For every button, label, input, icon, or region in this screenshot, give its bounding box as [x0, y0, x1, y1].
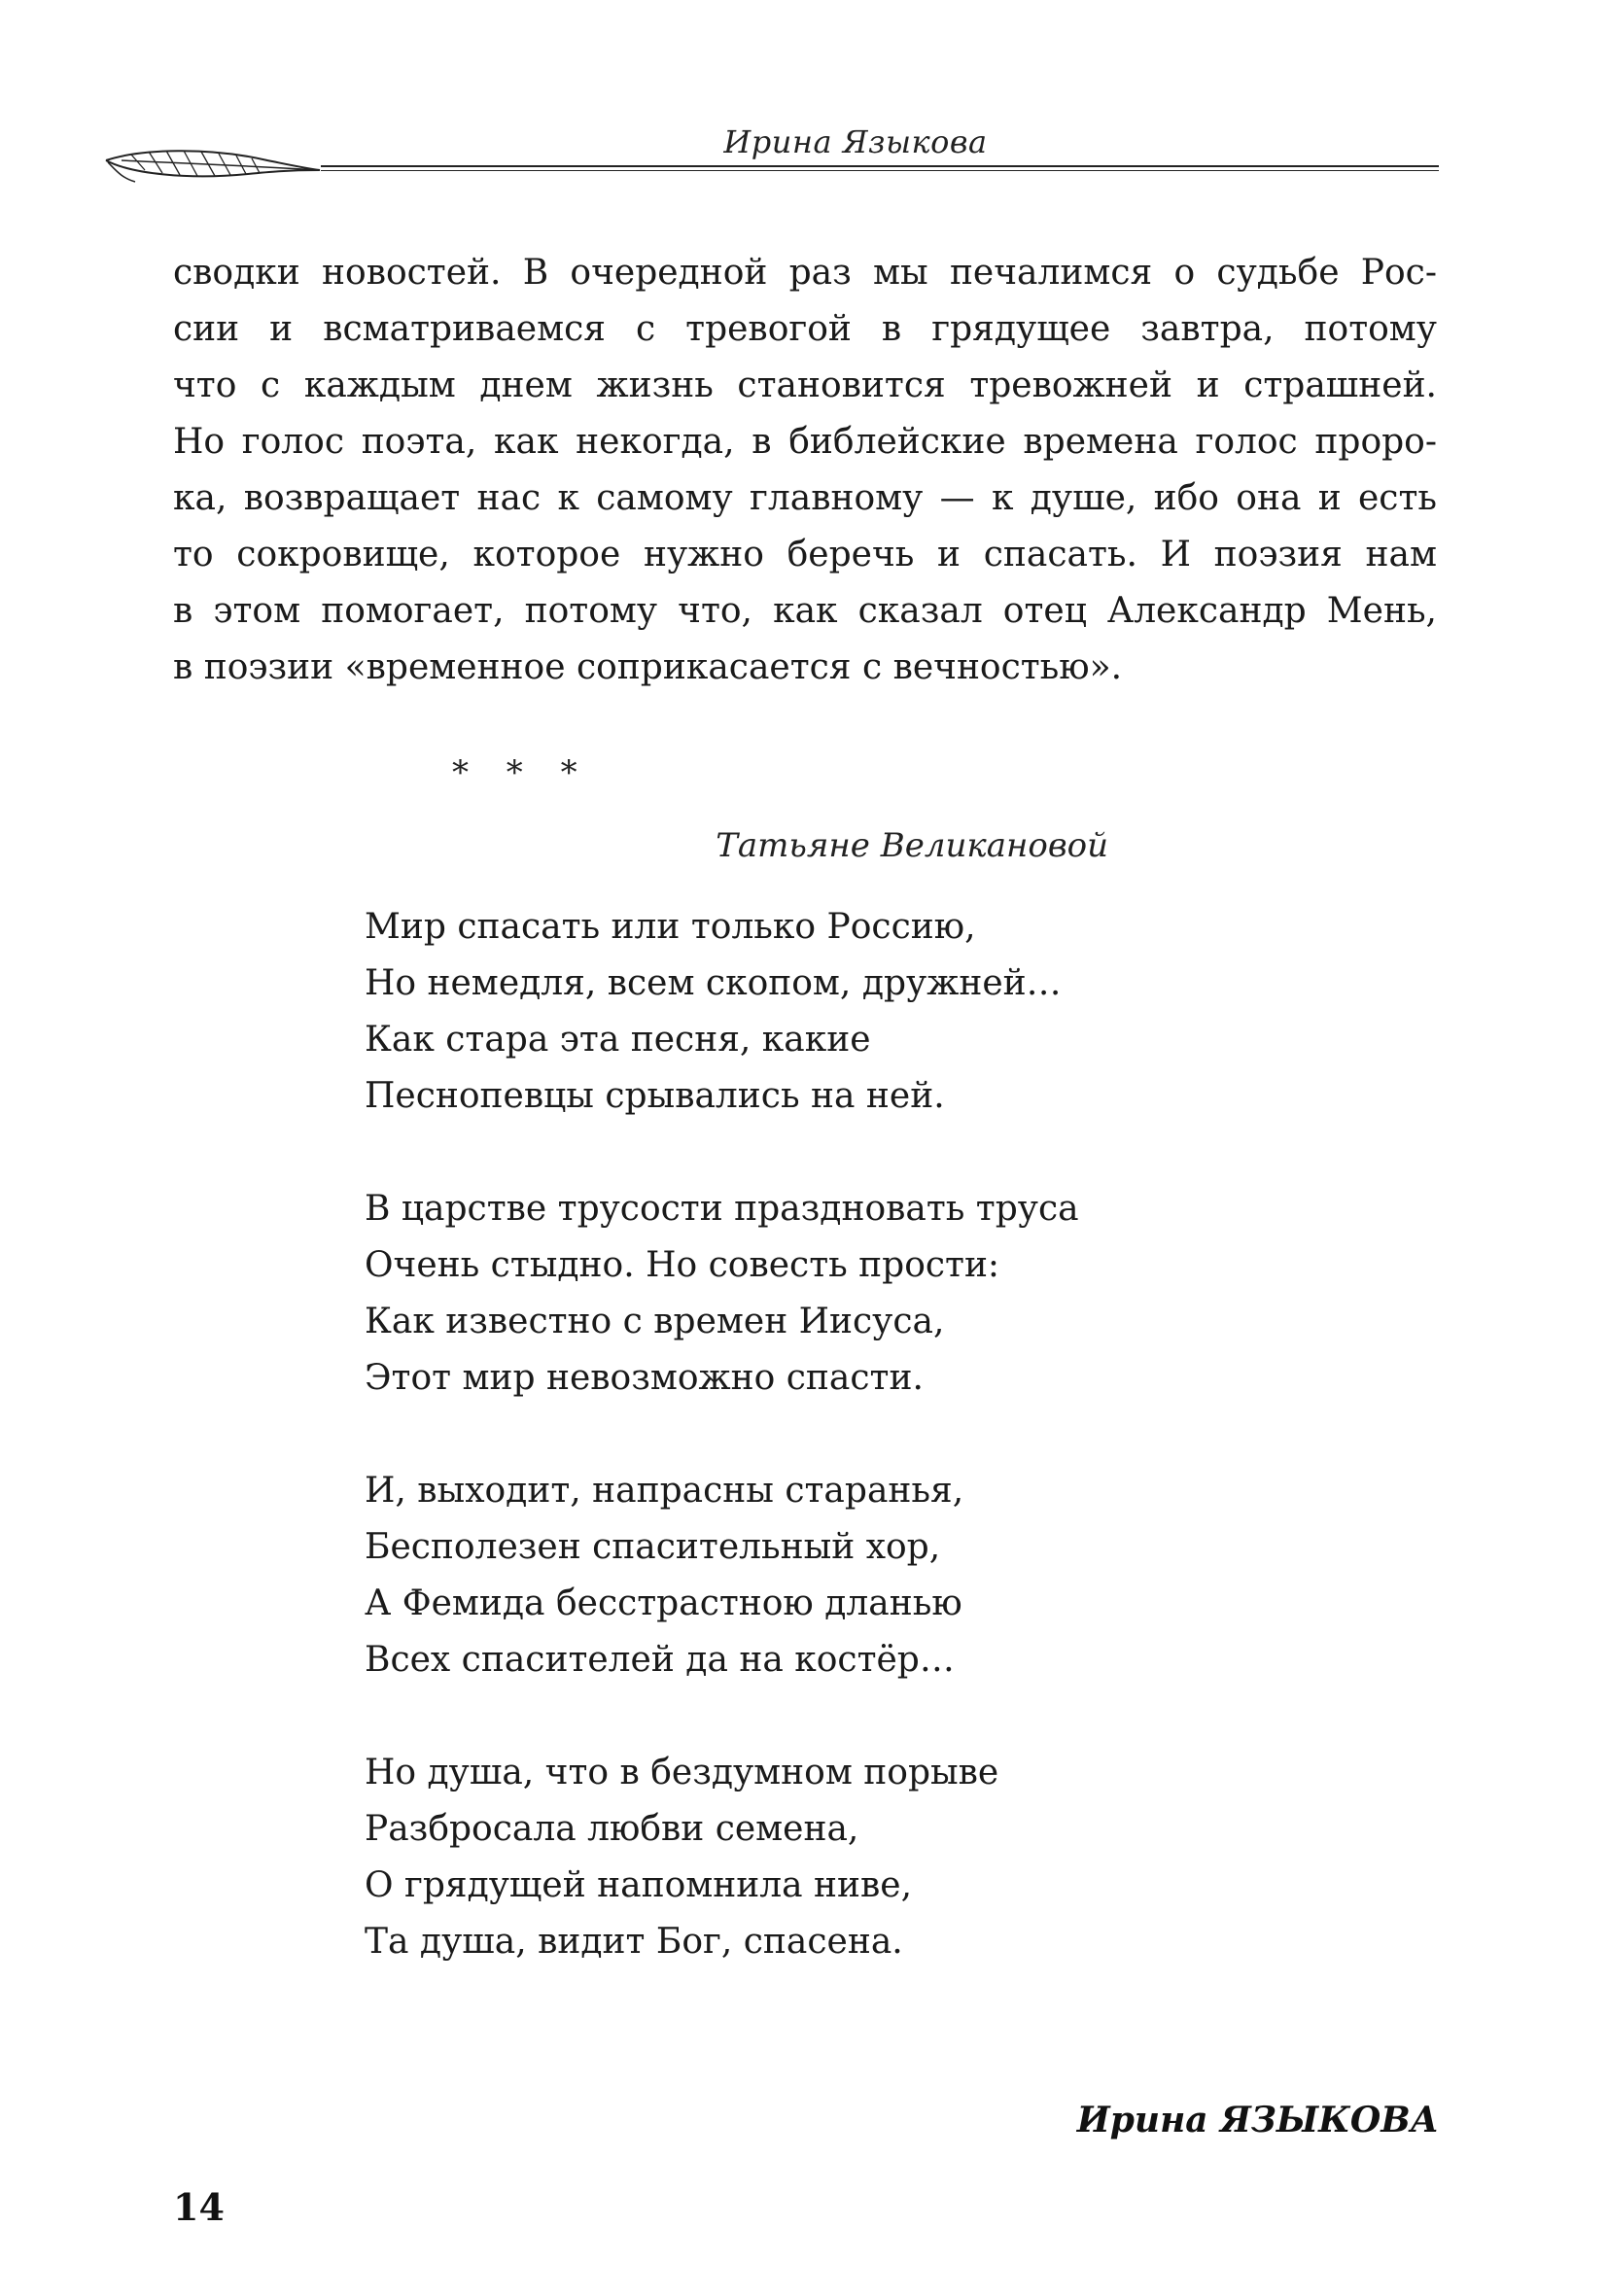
- poem-line: Этот мир невозможно спасти.: [365, 1358, 924, 1398]
- poem-line: И, выходит, напрасны старанья,: [365, 1471, 964, 1511]
- prose-line: сводки новостей. В очередной раз мы печалимся о судьбе Рос-: [173, 253, 1437, 293]
- poem-line: Но немедля, всем скопом, дружней…: [365, 963, 1062, 1003]
- poem-line: Бесполезен спасительный хор,: [365, 1527, 941, 1567]
- prose-line: Но голос поэта, как некогда, в библейские времена голос проро-: [173, 422, 1437, 462]
- poem-line: Как стара эта песня, какие: [365, 1020, 871, 1060]
- prose-paragraph: [173, 245, 1437, 696]
- prose-line: в поэзии «временное соприкасается с вечностью».: [173, 647, 1123, 687]
- poem-line: Разбросала любви семена,: [365, 1809, 859, 1849]
- poem-line: Очень стыдно. Но совесть прости:: [365, 1245, 1000, 1285]
- header-title: Ирина Языкова: [723, 123, 988, 160]
- poem-line: Всех спасителей да на костёр…: [365, 1640, 955, 1680]
- poem-line: А Фемида бесстрастною дланью: [365, 1583, 962, 1623]
- poem-stanza: [365, 1463, 1337, 1688]
- poem-line: Но душа, что в бездумном порыве: [365, 1753, 999, 1792]
- poem-line: В царстве трусости праздновать труса: [365, 1189, 1079, 1229]
- running-header: [102, 112, 1439, 190]
- prose-line: сии и всматриваемся с тревогой в грядущее завтра, потому: [173, 309, 1437, 349]
- prose-line: ка, возвращает нас к самому главному — к душе, ибо она и есть: [173, 478, 1437, 518]
- author-signature: Ирина ЯЗЫКОВА: [1076, 2100, 1439, 2140]
- poem-line: Песнопевцы срывались на ней.: [365, 1076, 945, 1116]
- prose-line: что с каждым днем жизнь становится тревожней и страшней.: [173, 365, 1437, 405]
- poem-line: Мир спасать или только Россию,: [365, 907, 976, 947]
- poem-line: Как известно с времен Иисуса,: [365, 1302, 945, 1341]
- header-rule: [321, 165, 1439, 167]
- prose-line: то сокровище, которое нужно беречь и спасать. И поэзия нам: [173, 535, 1437, 574]
- poem-dedication: Татьяне Великановой: [716, 826, 1108, 865]
- poem-stanza: [365, 899, 1337, 1125]
- poem-line: О грядущей напомнила ниве,: [365, 1865, 913, 1905]
- section-separator: * * *: [452, 753, 591, 792]
- prose-line: в этом помогает, потому что, как сказал отец Александр Мень,: [173, 591, 1437, 631]
- page-number: 14: [173, 2185, 225, 2229]
- feather-icon: [102, 141, 321, 188]
- poem: [365, 899, 1337, 2027]
- header-rule-thin: [321, 170, 1439, 171]
- poem-line: Та душа, видит Бог, спасена.: [365, 1922, 903, 1962]
- poem-stanza: [365, 1181, 1337, 1407]
- poem-stanza: [365, 1745, 1337, 1970]
